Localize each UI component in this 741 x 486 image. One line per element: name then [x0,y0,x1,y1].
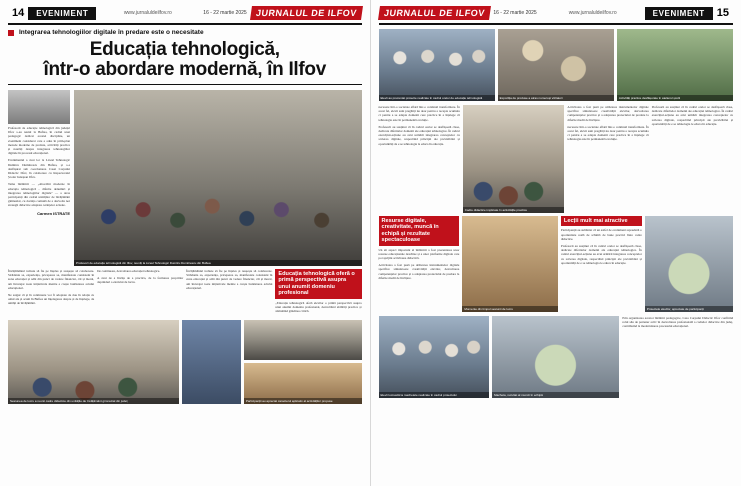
right-masthead [379,6,734,20]
bottom-right-photo-2 [492,316,619,398]
bottom-photo-3 [244,320,362,360]
lead-photo-wrap [74,90,362,266]
mid-photo-3 [645,216,733,312]
masthead-rule-left [8,23,362,25]
col2-p2: A avut de a învăța de a practica, de la formarea propriilor deprinderi a elevului de lucru. [97,276,184,285]
page-number-left: 14 [12,7,25,19]
box-text-resurse-p: Un alt aspect important al întâlnirii a fost prezentarea unor resurse educaționale deschise și a unor platforme digitale care pot sprijini activitatea didactică. [378,247,460,261]
kicker-text: Integrarea tehnologiilor digitale în predare este o necesitate [19,29,204,36]
r-box-1 [379,216,460,312]
right-text-columns-top [379,105,734,213]
top-photo-3-caption: Activități practice desfășurate în atelierul școlii [617,95,733,101]
website-url-right[interactable]: www.jurnaluldeilfov.ro [568,10,617,16]
right-top-photos [379,29,734,101]
column-3 [186,269,272,316]
intro-paragraph-2: Evenimentul a avut loc la Liceul Tehnologic Dumitru Dumitrescu din Buftea, și s-a desfășurat sub coordonarea Casei Corpului Didactic Ilfov, în colaborare cu Inspectoratul Școlar Județean Ilfov. [8,158,70,180]
column-4 [275,269,361,316]
r-photo-col [463,105,565,213]
top-photo-1-caption: Elevii au prezentat proiecte realizate în cadrul orelor de educație tehnologică [379,95,495,101]
bottom-photo-2 [182,320,241,404]
column-1 [8,269,94,316]
top-photo-3 [617,29,733,101]
col1-p2: Ne asigur că și în continuare vor fi adoptate de dou în relația cu omul ale și acum în Buftea un înțelegerea despre și de înțelege, de unități de învățământ. [8,293,95,306]
r-photo-col-2 [462,216,558,312]
intro-paragraph-1: Profesorii de educație tehnologică din județul Ilfov s-au reunit la Buftea, în cadrul unei pedagogic dedicat acestei discipline, un eveniment considerat care a adus în prim-plan metode moderne de predare, activități practice și noutăți despre integrarea tehnologiilor digitale în procesul educațional. [8,126,70,156]
lead-section [8,90,362,266]
bottom-photo-stack [244,320,362,404]
mid-photo-1-caption: Cadre didactice implicate în activitățile practice [463,207,565,213]
box-text-resurse-p2: Activitatea a fost pusă pe utilizarea instrumentelor digitale specifice simulatoare creativității elevilor, dezvoltarea competențelor practice și a adaptarea proiectului de predare la diferite medii de învățare. [378,263,460,280]
newspaper-logo-left: JURNALUL DE ILFOV [250,6,363,20]
closing-note-text [622,316,733,329]
r-box-2 [561,216,642,312]
left-bottom-photos [8,320,362,404]
page-number-right: 15 [716,7,729,19]
bottom-right-photo-1 [379,316,490,398]
headline-line-1: Educația tehnologică, [89,39,280,60]
lead-photo-caption: Profesorii de educație tehnologică din Ilfov, reuniți la Liceul Tehnologic Dumitru Dumitrescu din Buftea [74,260,362,266]
issue-date-left: 16 - 22 martie 2025 [203,10,247,16]
col3-p1: Învățământul trebuie să fie pe înțeles și reușește să colaboreze. Strădania sa, experiența, priceperea sa, manifestate consistent în zona educației și adât din punct de vedere financiar, cât și moral, am încurajat toate inițiativele menite a crește bunăstarea actului educațional. [186,269,273,290]
mid-photo-2 [462,216,558,312]
right-bottom-photos [379,316,734,398]
intro-column [8,90,70,266]
r-photo-col-3 [645,216,733,312]
box-text-lectii-p: Participanții au subliniat că un astfel de eveniment reprezintă o oportunitate reală de schimb de bune practici între cadre didactice. [560,228,642,241]
bottom-photo-4-caption: Participanții au apreciat caracterul aplicativ al activităților propuse [244,398,362,404]
rcol4-p1: Profesorii au susținut că în cadrul orelor se desfășoară clase, dedicate diferitelor domenii ale educației tehnologice. În cadrul exercițiul-acțiune au avut urmărit integrarea conceptelor cu scrierea digitale, respectând principii ale previzibilei și oportunități de e se tehnologia le educa în educație. [651,105,734,126]
box-text-resurse [379,248,460,280]
section-label-left: EVENIMENT [28,7,96,20]
masthead-rule-right [379,23,734,25]
right-mid-row [379,216,734,312]
mid-photo-1 [463,105,565,213]
newspaper-logo-right: JURNALUL DE ILFOV [378,6,491,20]
left-text-columns [8,269,362,316]
top-photo-2-caption: Expoziția de produse a atras numeroși vizitatori [498,95,614,101]
box-text-left-p: „Educația tehnologică oferă elevilor o primă perspectivă asupra unui anumit domeniu profesional, dezvoltând abilități practice și stimulând gândirea critică. [275,300,362,314]
headline-line-2: într-o abordare modernă, în Ilfov [43,59,327,80]
intro-text [8,126,70,208]
closing-note-p: Prin organizarea acestor întâlniri pedagogice, Casa Corpului Didactic Ilfov confirmă rolul său de partener activ în dezvoltarea profesională a cadrelor didactice din județ, contribuind la modernizarea procesului educațional. [622,316,734,329]
portrait-photo [8,90,70,124]
box-text-lectii-p2: Profesorii au susținut că în cadrul orelor se desfășoară clase, dedicate diferitelor domenii ale educației tehnologice. În cadrul exercițiul-acțiune au avut urmărit integrarea conceptelor cu scrierea digitale, respectând principii ale previzibilei și oportunități de e se tehnologia le educa în educație. [560,244,642,265]
rcol1-p2: Profesorii au susținut că în cadrul orelor se desfășoară clase, dedicate diferitelor domenii ale educației tehnologice. În cadrul exercițiul-acțiune au avut urmărit integrarea conceptelor cu scrierea digitale, respectând principii ale previzibilei și oportunități de e se tehnologia le educa în educație. [378,124,460,146]
col2-p1: De continuare, dezvoltarea educației tehnologice. [97,269,161,273]
r-column-4 [652,105,733,213]
top-photo-2 [498,29,614,101]
website-url-left[interactable]: www.jurnaluldeilfov.ro [123,10,172,16]
bottom-photo-1-caption: Sesiunea de lucru a reunit cadre didactice din unitățile de învățământ gimnazial din județ [8,398,179,404]
section-label-right: EVENIMENT [645,7,713,20]
bottom-right-photo-1-caption: Elevii lucrează la machetele realizate în cadrul proiectului [379,392,490,398]
box-title-lectii: Lecții mult mai atractive [561,216,642,226]
right-page [371,0,741,486]
top-photo-1 [379,29,495,101]
rcol1-p1: necesare într-o societate aflată într-o continuă transformare. În acest fel, elevii sunt pregătiți nu doar pentru a recepta acumula ci pentru a se adapta domenii cere practice în a înțelege că tehnologia este în permanentă evoluție. [378,105,460,122]
mid-photo-3-caption: Proiectele elevilor, apreciate de participanți [645,306,733,312]
box-text-lectii [561,228,642,265]
headline-rule [8,84,362,85]
bottom-photo-4 [244,363,362,404]
box-text-left [275,301,361,314]
issue-date-right: 16 - 22 martie 2025 [493,10,537,16]
byline: Carmen ISTRATE [37,210,70,216]
rcol3-p1: Activitatea a fost pusă pe utilizarea instrumentelor digitale specifice simulatoare creativității elevilor, dezvoltarea competențelor practice și a adaptarea proiectului de predare la diferite medii de învățare. [567,105,649,122]
kicker-left [8,29,362,36]
r-column-3 [567,105,648,213]
mid-photo-2-caption: Momente din timpul sesiunii de lucru [462,306,558,312]
box-title-resurse: Resurse digitale, creativitate, muncă în echipă și rezultate spectaculoase [379,216,460,246]
col1-p1: Învățământul trebuie să fie pe înțeles și reușește să colaboreze. Strădania sa, experiența, priceperea sa, manifestate consistent în zona educației și adât din punct de vedere financiar, cât și moral, am încurajat toate inițiativele menite a crește bunăstarea actului educațional. [8,269,95,290]
bottom-right-photo-2-caption: Macheta, rezultat al muncii în echipă [492,392,619,398]
lead-photo [74,90,362,266]
column-2 [97,269,183,316]
page-title [8,40,362,80]
kicker-square-icon [8,30,14,36]
left-masthead [8,6,362,20]
bottom-photo-1 [8,320,179,404]
rcol3-p2: necesare într-o societate aflată într-o continuă transformare. În acest fel, elevii sunt pregătiți nu doar pentru a recepta acumula ci pentru a se adapta domenii cere practice în a înțelege că tehnologia este în permanentă evoluție. [567,124,649,142]
r-column-1 [379,105,460,213]
closing-note [622,316,733,398]
box-title-left: Educația tehnologică oferă o primă perspectivă asupra unui anumit domeniu profesional [275,269,361,299]
intro-paragraph-3: Tema întâlnirii — „Abordări moderne în educația tehnologică - diferite denumiri și integrarea tehnologiilor digitale" — a atras participanți din cadrul unităților de învățământ gimnazial, cu dorința comună de a dezvolta noi strategii didactice adaptate cerințelor actuale. [8,182,70,208]
